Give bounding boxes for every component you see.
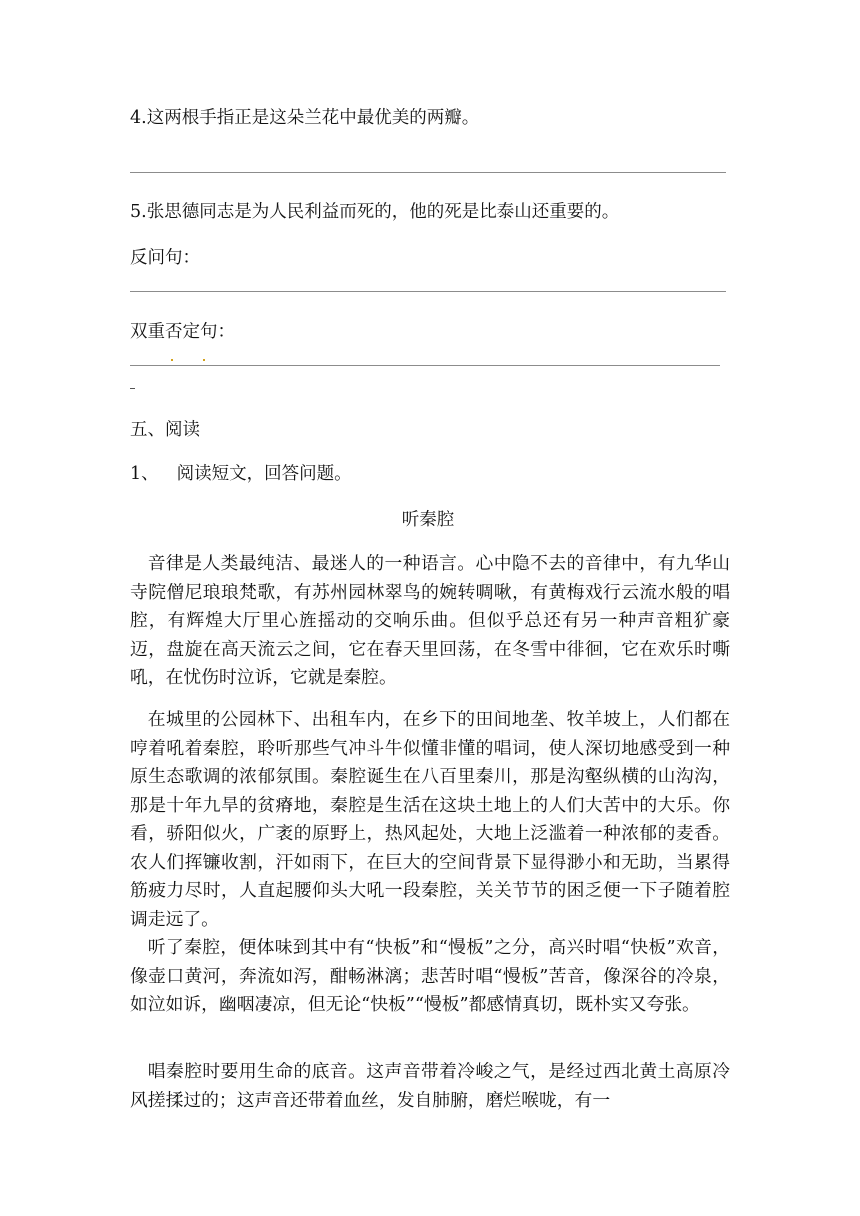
article-paragraph: 唱秦腔时要用生命的底音。这声音带着冷峻之气，是经过西北黄土高原冷风搓揉过的；这声音还带着血丝，发自肺腑，磨烂喉咙，有一	[130, 1061, 730, 1111]
article-paragraph: 音律是人类最纯洁、最迷人的一种语言。心中隐不去的音律中，有九华山寺院僧尼琅琅梵歌，有苏州园林翠鸟的婉转啁啾，有黄梅戏行云流水般的唱腔，有辉煌大厅里心旌摇动的交响乐曲。但似乎总还有另一种声音粗犷豪迈，盘旋在高天流云之间，它在春天里回荡，在冬雪中徘徊，它在欢乐时嘶吼，在忧伤时泣诉，它就是秦腔。	[130, 553, 730, 688]
answer-line-double-negative	[130, 365, 720, 366]
double-negative-label: 双重否定句：	[130, 322, 235, 342]
instruction-text: 阅读短文，回答问题。	[176, 464, 352, 484]
instruction-number: 1、	[130, 464, 159, 484]
answer-line-q4	[130, 172, 726, 173]
question-4: 4.这两根手指正是这朵兰花中最优美的两瓣。	[130, 108, 480, 128]
answer-line-overflow-mark	[130, 388, 135, 389]
answer-line-dot	[171, 359, 173, 361]
question-5: 5.张思德同志是为人民利益而死的，他的死是比泰山还重要的。	[130, 202, 620, 222]
rhetorical-question-label: 反问句：	[130, 248, 200, 268]
article-paragraph: 在城里的公园林下、出租车内，在乡下的田间地垄、牧羊坡上，人们都在哼着吼着秦腔，聆听那些气冲斗牛似懂非懂的唱词，使人深切地感受到一种原生态歌调的浓郁氛围。秦腔诞生在八百里秦川，那是沟壑纵横的山沟沟，那是十年九旱的贫瘠地，秦腔是生活在这块土地上的人们大苦中的大乐。你看，骄阳似火，广袤的原野上，热风起处，大地上泛滥着一种浓郁的麦香。农人们挥镰收割，汗如雨下，在巨大的空间背景下显得渺小和无助，当累得筋疲力尽时，人直起腰仰头大吼一段秦腔，关关节节的困乏便一下子随着腔调走远了。	[130, 709, 730, 930]
answer-line-dot	[203, 359, 205, 361]
article-title: 听秦腔	[401, 510, 455, 530]
section-heading: 五、阅读	[130, 420, 200, 440]
answer-line-rhetorical	[130, 291, 726, 292]
reading-instruction	[130, 462, 352, 486]
article-paragraph: 听了秦腔，便体味到其中有“快板”和“慢板”之分，高兴时唱“快板”欢音，像壶口黄河，奔流如泻，酣畅淋漓；悲苦时唱“慢板”苦音，像深谷的冷泉，如泣如诉，幽咽凄凉，但无论“快板”“慢板”都感情真切，既朴实又夸张。	[130, 937, 730, 1015]
